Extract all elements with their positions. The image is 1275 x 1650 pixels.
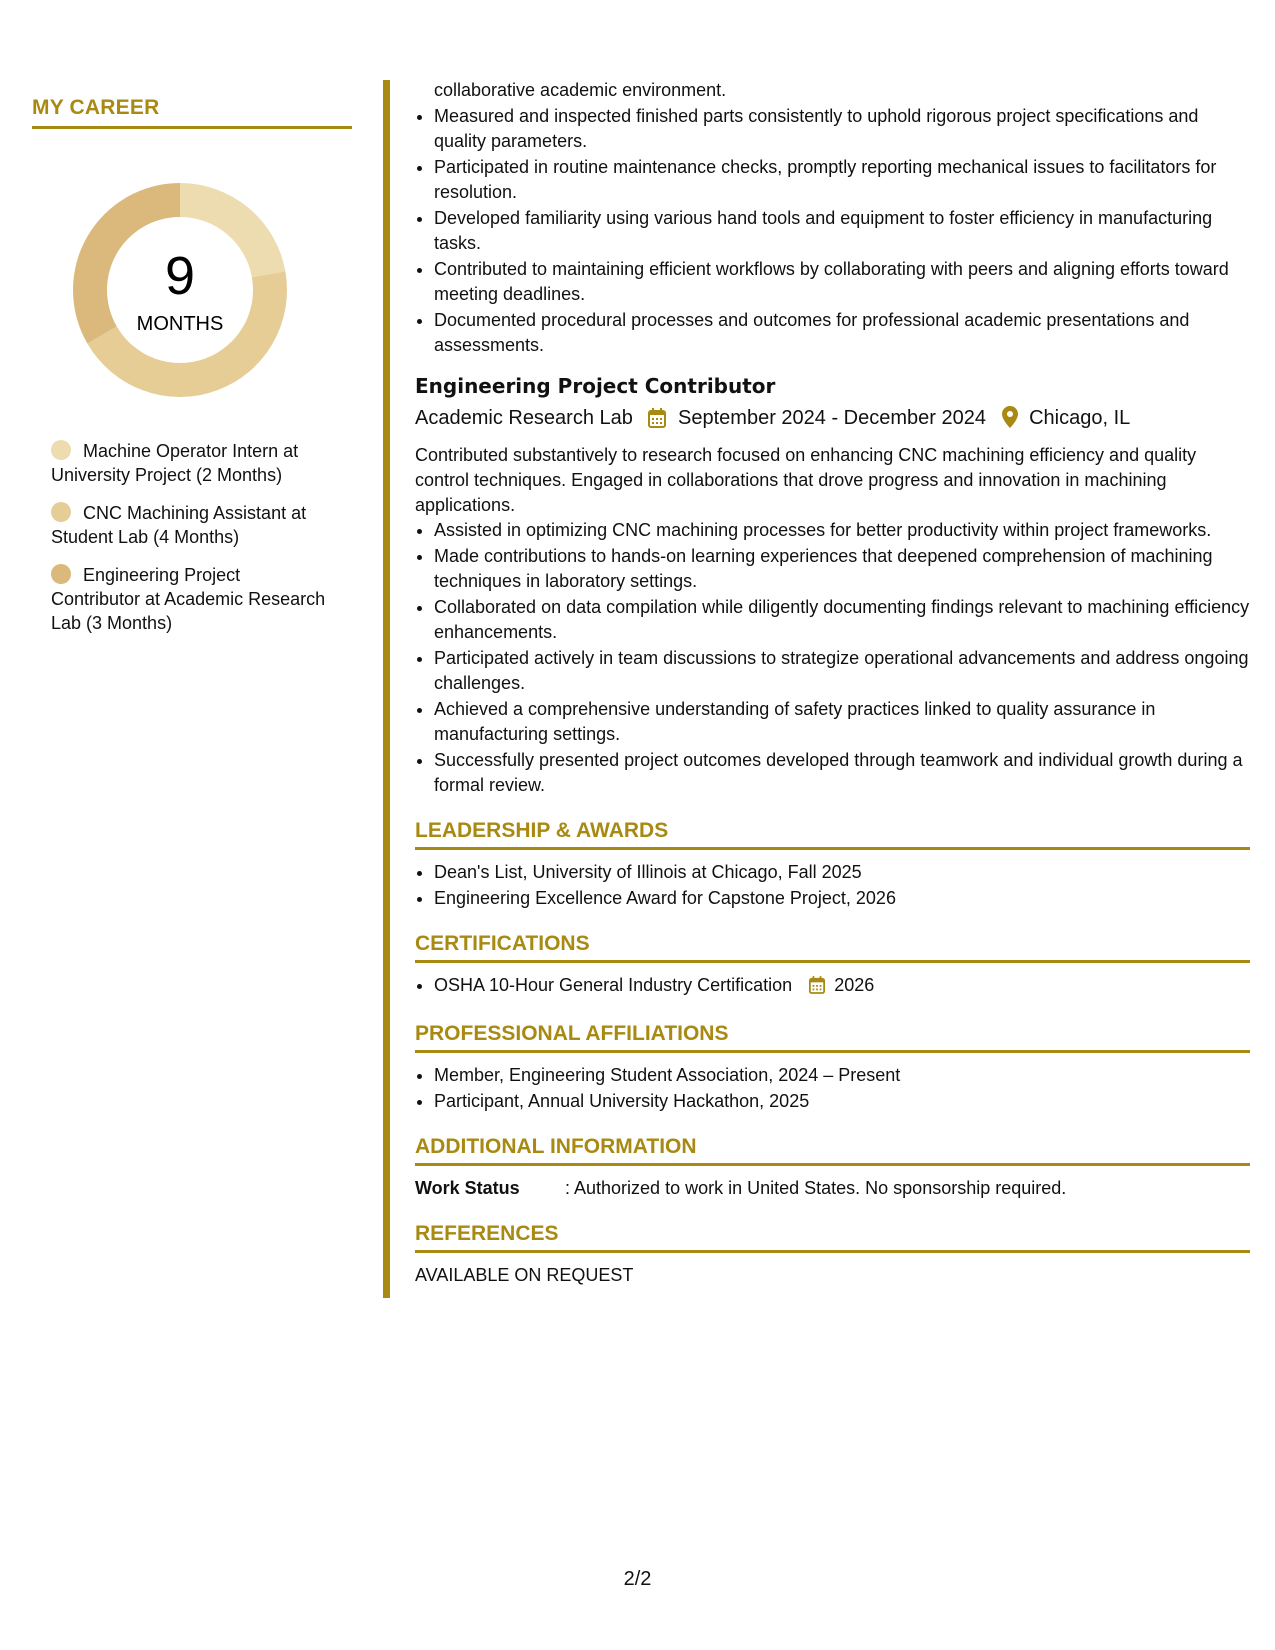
certification-date-wrap	[797, 975, 874, 995]
legend-dot	[51, 502, 71, 522]
list-item: • Made contributions to hands-on learning experiences that deepened comprehension of machining techniques in laboratory settings.	[434, 544, 1250, 594]
legend-item	[51, 501, 331, 549]
donut-center	[67, 177, 293, 403]
list-item: • Member, Engineering Student Association, 2024 – Present	[434, 1063, 1250, 1088]
certification-name: OSHA 10-Hour General Industry Certification	[434, 975, 793, 995]
job-location: Chicago, IL	[1029, 407, 1131, 429]
additional-info-section-title: ADDITIONAL INFORMATION	[415, 1134, 1250, 1166]
leadership-section-title: LEADERSHIP & AWARDS	[415, 818, 1250, 850]
affiliations-list	[415, 1063, 1250, 1114]
list-item: • Participant, Annual University Hackathon, 2025	[434, 1089, 1250, 1114]
list-item	[434, 973, 1250, 1001]
career-section-title: MY CAREER	[32, 96, 352, 129]
legend-dot	[51, 440, 71, 460]
list-item: • Successfully presented project outcomes developed through teamwork and individual growth during a formal review.	[434, 748, 1250, 798]
certifications-list	[415, 973, 1250, 1001]
list-item: • Documented procedural processes and outcomes for professional academic presentations and assessments.	[434, 308, 1250, 358]
job-dates: September 2024 - December 2024	[678, 407, 986, 429]
job-bullets	[415, 518, 1250, 798]
continued-bullet-text: collaborative academic environment.	[434, 80, 727, 100]
list-item: • Participated actively in team discussions to strategize operational advancements and address ongoing challenges.	[434, 646, 1250, 696]
career-sidebar	[32, 96, 352, 649]
column-divider	[383, 80, 390, 1298]
list-item: • Dean's List, University of Illinois at Chicago, Fall 2025	[434, 860, 1250, 885]
list-item: • Engineering Excellence Award for Capstone Project, 2026	[434, 886, 1250, 911]
page-number: 2/2	[623, 1568, 652, 1590]
list-item: • Participated in routine maintenance checks, promptly reporting mechanical issues to facilitators for resolution.	[434, 155, 1250, 205]
references-text: AVAILABLE ON REQUEST	[415, 1265, 634, 1285]
career-legend	[51, 439, 352, 635]
calendar-icon	[648, 407, 666, 437]
references-section-title: REFERENCES	[415, 1221, 1250, 1253]
legend-item	[51, 439, 331, 487]
job-title: Engineering Project Contributor	[415, 374, 776, 398]
certification-date: 2026	[834, 975, 875, 995]
work-status-row	[415, 1176, 1250, 1201]
calendar-icon	[809, 976, 825, 1001]
legend-dot	[51, 564, 71, 584]
certifications-section-title: CERTIFICATIONS	[415, 931, 1250, 963]
work-status-label: Work Status	[415, 1178, 520, 1198]
legend-label: Engineering Project Contributor at Academic Research Lab (3 Months)	[51, 565, 326, 633]
main-content	[415, 78, 1250, 1288]
legend-label: CNC Machining Assistant at Student Lab (4 Months)	[51, 503, 307, 547]
list-item: • Developed familiarity using various hand tools and equipment to foster efficiency in manufacturing tasks.	[434, 206, 1250, 256]
job-description: Contributed substantively to research focused on enhancing CNC machining efficiency and quality control techniques. Engaged in collaborations that drove progress and innovation in machining applications.	[415, 445, 1197, 515]
career-donut-chart	[67, 177, 293, 403]
map-pin-icon	[1002, 406, 1018, 437]
legend-label: Machine Operator Intern at University Project (2 Months)	[51, 441, 299, 485]
job-meta	[415, 403, 1250, 437]
list-item: • Collaborated on data compilation while diligently documenting findings relevant to machining efficiency enhancements.	[434, 595, 1250, 645]
previous-job-bullets	[415, 78, 1250, 358]
list-item: • Contributed to maintaining efficient workflows by collaborating with peers and aligning efforts toward meeting deadlines.	[434, 257, 1250, 307]
list-item: • Achieved a comprehensive understanding of safety practices linked to quality assurance in manufacturing settings.	[434, 697, 1250, 747]
total-months-value: 9	[164, 246, 196, 306]
list-item: • Assisted in optimizing CNC machining processes for better productivity within project frameworks.	[434, 518, 1250, 543]
legend-item	[51, 563, 331, 635]
job-organization: Academic Research Lab	[415, 407, 633, 429]
leadership-list	[415, 860, 1250, 911]
total-months-unit: MONTHS	[136, 313, 224, 335]
list-item: • Measured and inspected finished parts consistently to uphold rigorous project specifications and quality parameters.	[434, 104, 1250, 154]
work-status-value: : Authorized to work in United States. No sponsorship required.	[565, 1178, 1067, 1198]
affiliations-section-title: PROFESSIONAL AFFILIATIONS	[415, 1021, 1250, 1053]
